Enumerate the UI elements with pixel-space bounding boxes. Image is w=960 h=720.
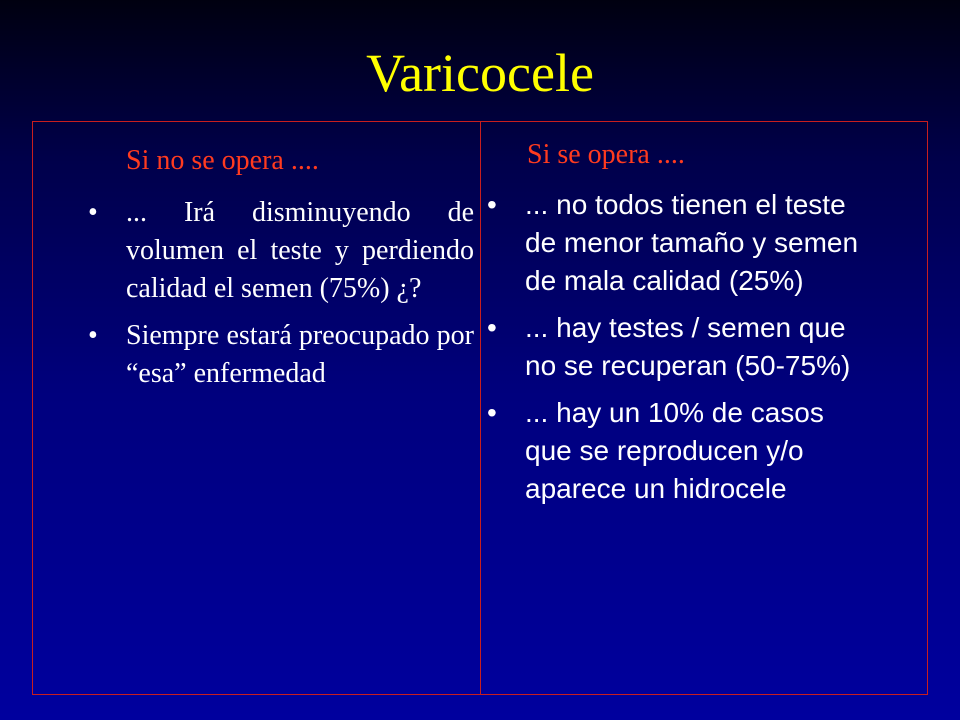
bullet-icon: • [487,397,497,428]
list-item-text: ... no todos tienen el teste de menor tamaño y semen de mala calidad (25%) [525,189,859,296]
slide-title: Varicocele [366,43,594,103]
list-item [487,394,877,508]
bullet-icon: • [88,320,98,351]
left-column-heading: Si no se opera .... [126,145,319,176]
left-column-list [88,194,474,402]
right-column-list [487,186,877,517]
right-column-heading: Si se opera .... [527,139,685,170]
list-item-text: Siempre estará preocupado por “esa” enfermedad [126,320,474,389]
bullet-icon: • [88,197,98,228]
list-item [88,194,474,308]
list-item-text: ... hay testes / semen que no se recuperan (50-75%) [525,312,851,381]
column-divider [480,121,481,695]
bullet-icon: • [487,312,497,343]
list-item-text: ... hay un 10% de casos que se reproducen y/o aparece un hidrocele [525,397,824,504]
bullet-icon: • [487,189,497,220]
list-item [487,309,877,385]
list-item-text: ... Irá disminuyendo de volumen el teste y perdiendo calidad el semen (75%) ¿? [126,197,474,304]
list-item [88,317,474,393]
list-item [487,186,877,300]
